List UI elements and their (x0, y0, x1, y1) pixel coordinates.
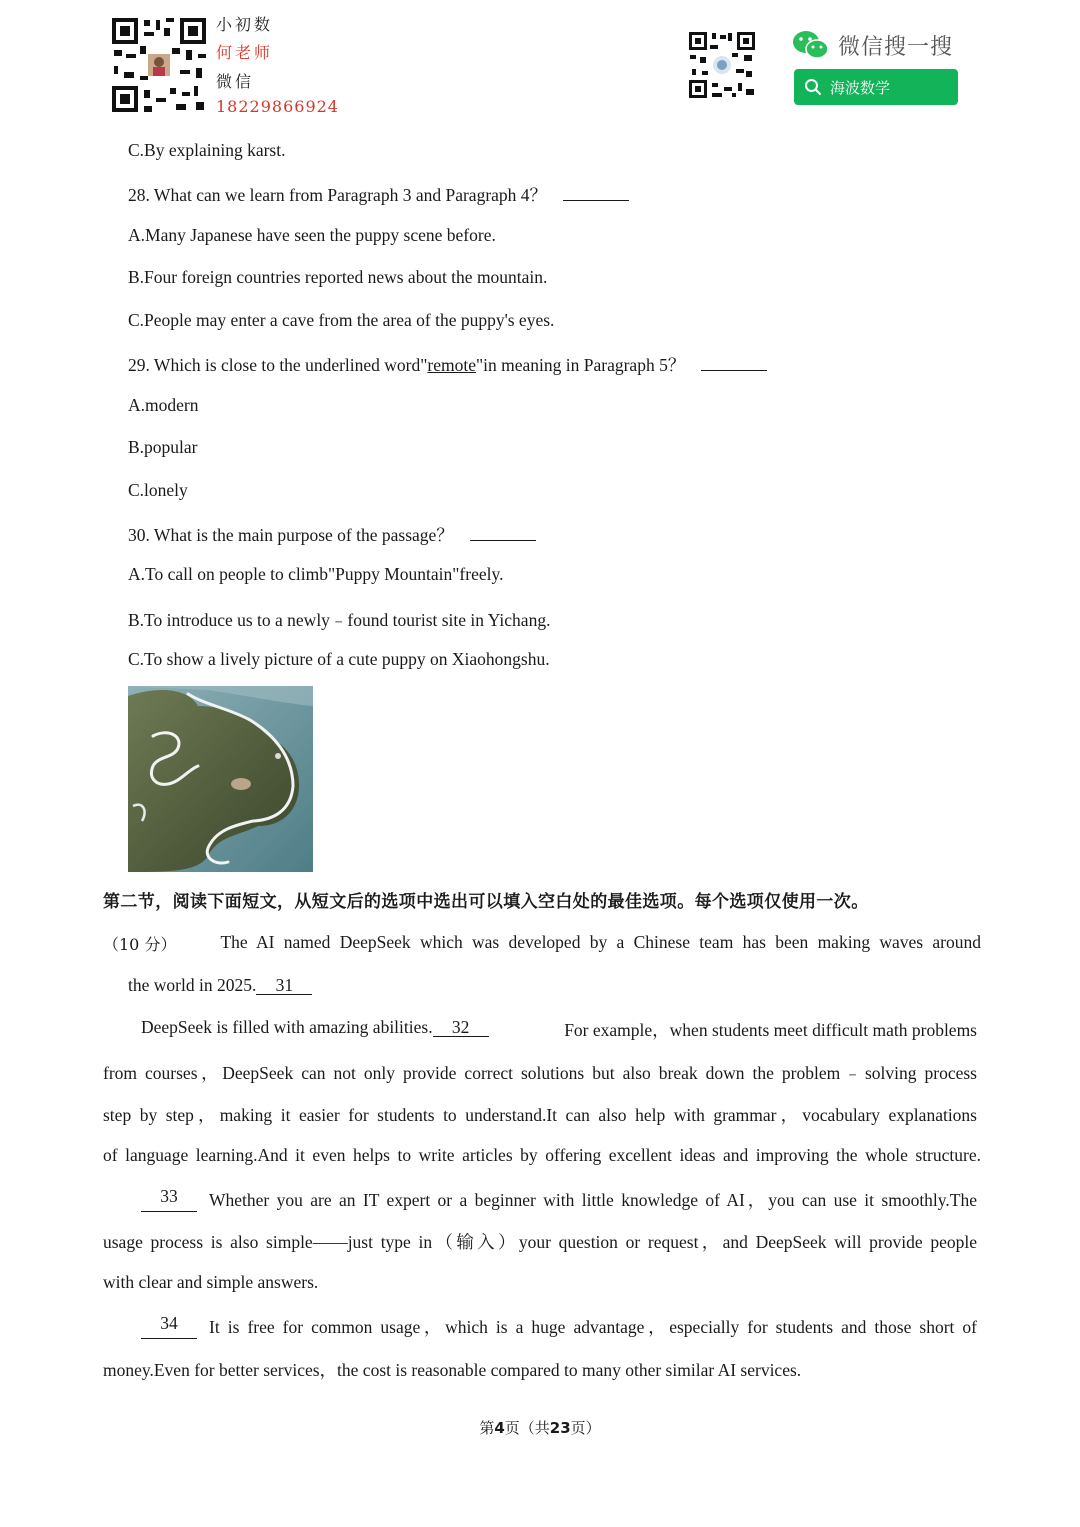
q29-option-b: B.popular (128, 437, 198, 457)
para3-line-2: money.Even for better services，the cost is reasonable compared to many other similar AI services. (103, 1360, 802, 1380)
wechat-icon (792, 29, 830, 61)
para2-line-3: with clear and simple answers. (103, 1272, 319, 1292)
footer-middle: 页（共 (504, 1419, 550, 1437)
current-page: 4 (494, 1419, 505, 1437)
q28-option-b: B.Four foreign countries reported news about the mountain. (128, 267, 548, 287)
q29-stem-before: 29. Which is close to the underlined word" (128, 355, 428, 375)
p1-text-b: For example，when students meet difficult math problems (564, 1020, 977, 1040)
para2-line-1 (141, 1187, 977, 1212)
passage-intro-line-2 (128, 975, 312, 996)
note-line-1: 小初数 (216, 15, 274, 34)
q30-stem-text: 30. What is the main purpose of the passage？ (128, 525, 454, 545)
section-2-heading: 第二节，阅读下面短文，从短文后的选项中选出可以填入空白处的最佳选项。每个选项仅使用一次。 (103, 892, 869, 912)
para3-line-1 (141, 1314, 977, 1339)
wechat-search-query: 海波数学 (830, 78, 891, 97)
q27-option-c: C.By explaining karst. (128, 140, 286, 160)
para1-line-1-start (141, 1017, 489, 1042)
q28-option-a: A.Many Japanese have seen the puppy scene before. (128, 225, 496, 245)
para1-line-4: of language learning.And it even helps to write articles by offering excellent ideas and improving the whole structure. (103, 1145, 981, 1165)
wechat-search-title: 微信搜一搜 (838, 34, 954, 60)
total-pages: 23 (549, 1419, 571, 1437)
intro-text-2: the world in 2025. (128, 975, 257, 995)
footer-suffix: 页） (570, 1419, 601, 1437)
blank-31[interactable]: 31 (256, 976, 312, 995)
puppy-mountain-photo (128, 686, 313, 872)
page-header (0, 0, 1080, 125)
q28-stem (128, 182, 629, 207)
qr-code-left (110, 16, 208, 114)
q30-stem (128, 522, 536, 547)
blank-33[interactable]: 33 (141, 1187, 197, 1212)
p2-text-1: Whether you are an IT expert or a beginner with little knowledge of AI，you can use it smoothly.The (209, 1190, 977, 1210)
q28-stem-text: 28. What can we learn from Paragraph 3 and Paragraph 4？ (128, 185, 548, 205)
qr-code-right (688, 31, 756, 99)
wechat-search-button[interactable] (794, 69, 958, 105)
note-teacher: 何老师 (216, 43, 274, 62)
search-icon (804, 78, 822, 96)
footer-prefix: 第 (479, 1419, 495, 1437)
section-score: （10 分） (103, 935, 177, 954)
passage-intro-line-1 (103, 932, 981, 955)
q29-stem-after: "in meaning in Paragraph 5？ (476, 355, 686, 375)
blank-32[interactable]: 32 (433, 1018, 489, 1037)
para1-line-1 (141, 1017, 977, 1042)
q28-option-c: C.People may enter a cave from the area of the puppy's eyes. (128, 310, 555, 330)
para1-line-3: step by step，making it easier for students to understand.It can also help with grammar，vocabulary explanations (103, 1105, 977, 1125)
note-phone: 18229866924 (216, 97, 339, 116)
page-number-footer (0, 1417, 1080, 1438)
q28-answer-blank[interactable] (563, 184, 629, 201)
wechat-search-banner (792, 28, 953, 62)
q30-option-c: C.To show a lively picture of a cute puppy on Xiaohongshu. (128, 649, 550, 669)
blank-34[interactable]: 34 (141, 1314, 197, 1339)
para2-line-2: usage process is also simple——just type in（输入）your question or request，and DeepSeek will provide people (103, 1232, 977, 1252)
q29-stem (128, 352, 767, 377)
q29-option-a: A.modern (128, 395, 199, 415)
intro-text-1: The AI named DeepSeek which was developed by a Chinese team has been making waves around (220, 932, 981, 952)
q30-option-a: A.To call on people to climb"Puppy Mountain"freely. (128, 564, 504, 584)
para1-line-2: from courses，DeepSeek can not only provide correct solutions but also break down the problem﹣solving process (103, 1063, 977, 1083)
p1-text-a: DeepSeek is filled with amazing abilities. (141, 1017, 433, 1037)
p3-text-1: It is free for common usage，which is a huge advantage，especially for students and those short of (209, 1317, 977, 1337)
q29-answer-blank[interactable] (701, 354, 767, 371)
q29-option-c: C.lonely (128, 480, 188, 500)
q30-answer-blank[interactable] (470, 524, 536, 541)
q29-underlined-word: remote (427, 355, 476, 375)
q30-option-b: B.To introduce us to a newly﹣found tourist site in Yichang. (128, 610, 551, 630)
note-wechat: 微信 (216, 72, 255, 91)
